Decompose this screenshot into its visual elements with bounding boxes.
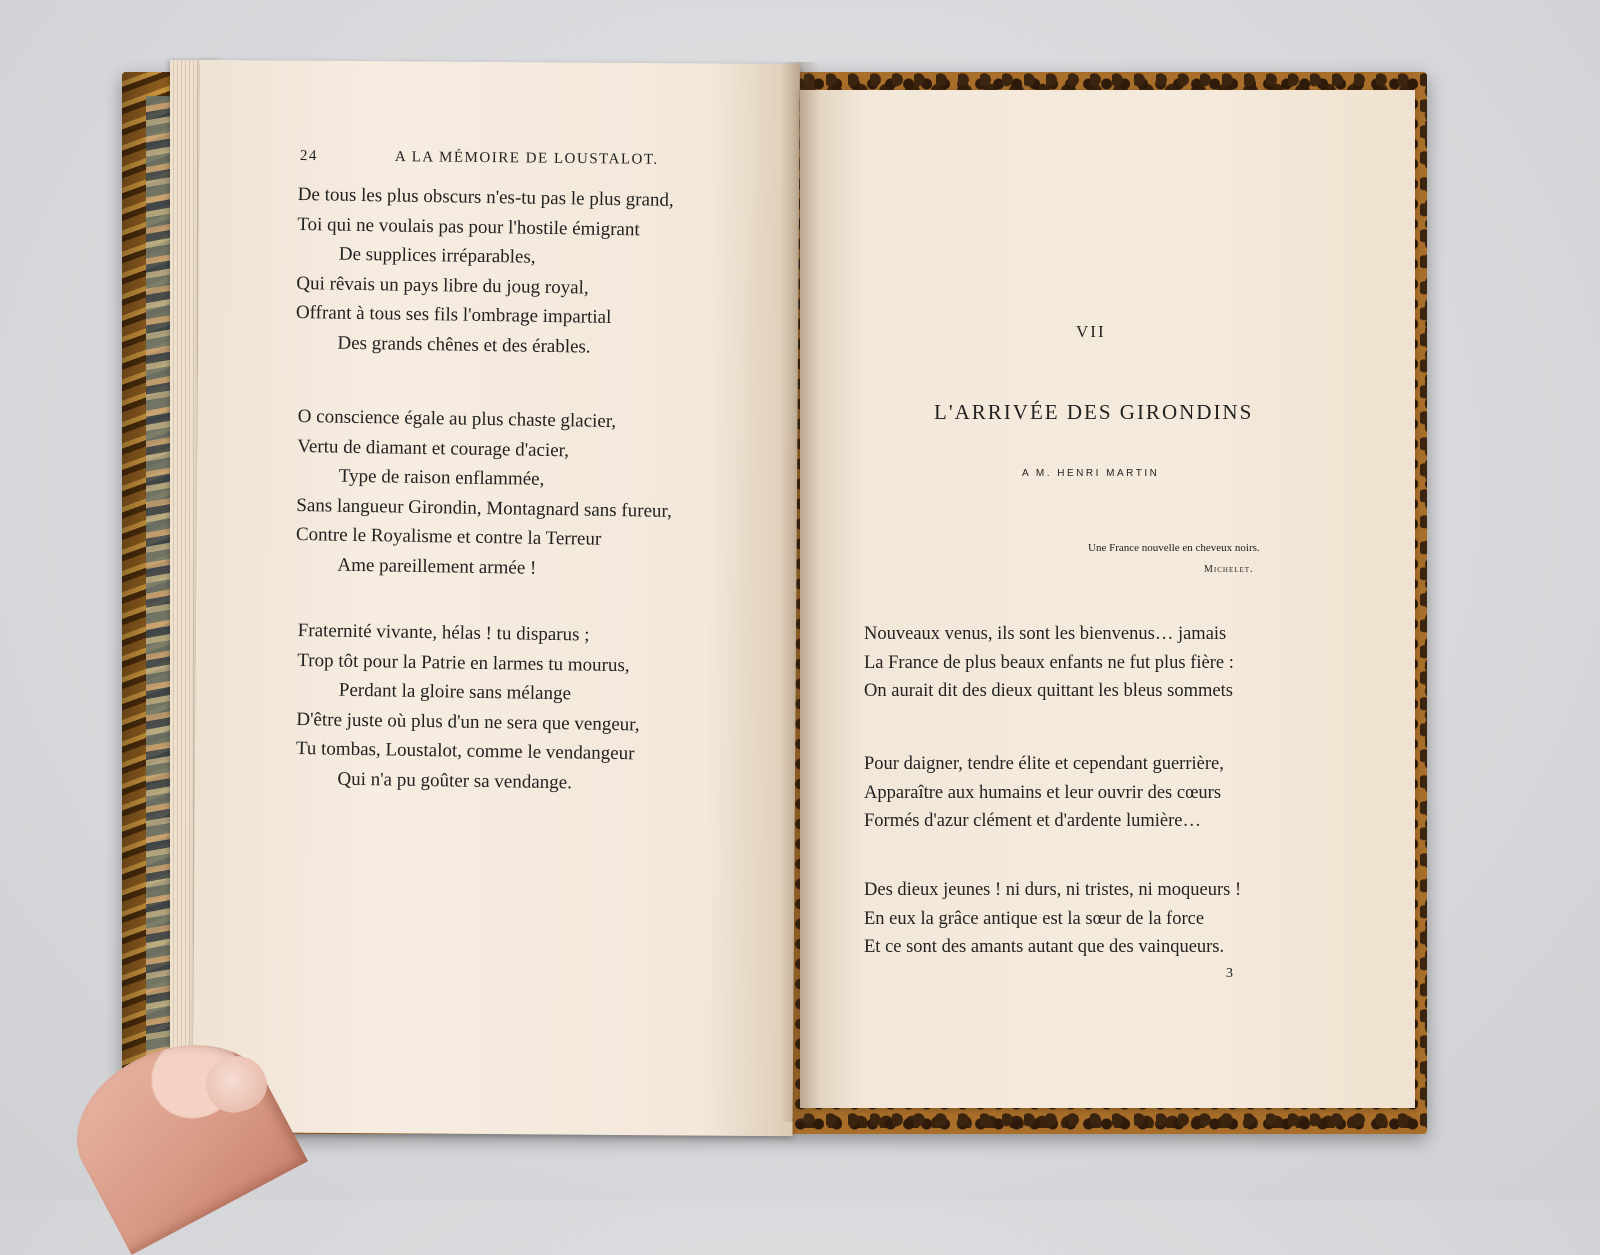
book-gutter [780,62,820,1122]
right-page-number: 3 [1226,966,1233,981]
verse-line: Vertu de diamant et courage d'acier, [297,435,570,461]
verse-line: Qui n'a pu goûter sa vendange. [337,768,573,794]
verse-line: La France de plus beaux enfants ne fut plus fière : [864,652,1234,673]
verse-line: Qui rêvais un pays libre du joug royal, [296,272,589,299]
verse-line: Sans langueur Girondin, Montagnard sans fureur, [296,494,672,522]
verse-line: De supplices irréparables, [338,243,536,268]
verse-line: Des dieux jeunes ! ni durs, ni tristes, ni moqueurs ! [864,880,1242,900]
left-stanza-3 [295,616,641,799]
right-stanza-1 [864,620,1234,706]
verse-line: Contre le Royalisme et contre la Terreur [295,524,602,551]
verse-line: Des grands chênes et des érables. [337,332,591,358]
verse-line: De tous les plus obscurs n'es-tu pas le plus grand, [297,183,674,211]
verse-line: Pour daigner, tendre élite et cependant guerrière, [864,754,1224,774]
verse-line: Fraternité vivante, hélas ! tu disparus ; [297,619,590,646]
epigraph: Une France nouvelle en cheveux noirs. [1088,542,1260,554]
verse-line: On aurait dit des dieux quittant les bleus sommets [864,681,1233,701]
verse-line: Apparaître aux humains et leur ouvrir des cœurs [864,782,1222,803]
verse-line: Trop tôt pour la Patrie en larmes tu mourus, [297,649,630,676]
left-stanza-2 [295,402,673,585]
verse-line: Tu tombas, Loustalot, comme le vendangeur [295,738,635,765]
left-page-number: 24 [299,148,319,165]
right-stanza-3 [864,876,1241,962]
verse-line: Type de raison enflammée, [338,465,545,491]
marbled-endpaper [146,96,170,1106]
verse-line: Offrant à tous ses fils l'ombrage impartial [295,302,612,329]
verse-line: Formés d'azur clément et d'ardente lumière… [864,811,1201,831]
chapter-number: VII [1076,322,1106,341]
verse-line: O conscience égale au plus chaste glacier, [297,405,617,432]
poem-title: L'ARRIVÉE DES GIRONDINS [934,400,1254,424]
verse-line: Toi qui ne voulais pas pour l'hostile émigrant [297,213,640,240]
right-stanza-2 [864,750,1224,836]
verse-line: En eux la grâce antique est la sœur de la force [864,908,1205,929]
running-head-title: A LA MÉMOIRE DE LOUSTALOT. [394,149,659,168]
verse-line: Ame pareillement armée ! [337,554,537,579]
verse-line: Perdant la gloire sans mélange [338,679,572,705]
epigraph-author: Michelet. [1204,564,1254,575]
verse-line: Nouveaux venus, ils sont les bienvenus… jamais [864,624,1227,644]
left-stanza-1 [295,180,674,363]
verse-line: D'être juste où plus d'un ne sera que vengeur, [296,708,640,736]
verse-line: Et ce sont des amants autant que des vainqueurs. [864,937,1225,957]
dedication: A M. HENRI MARTIN [1022,468,1160,479]
